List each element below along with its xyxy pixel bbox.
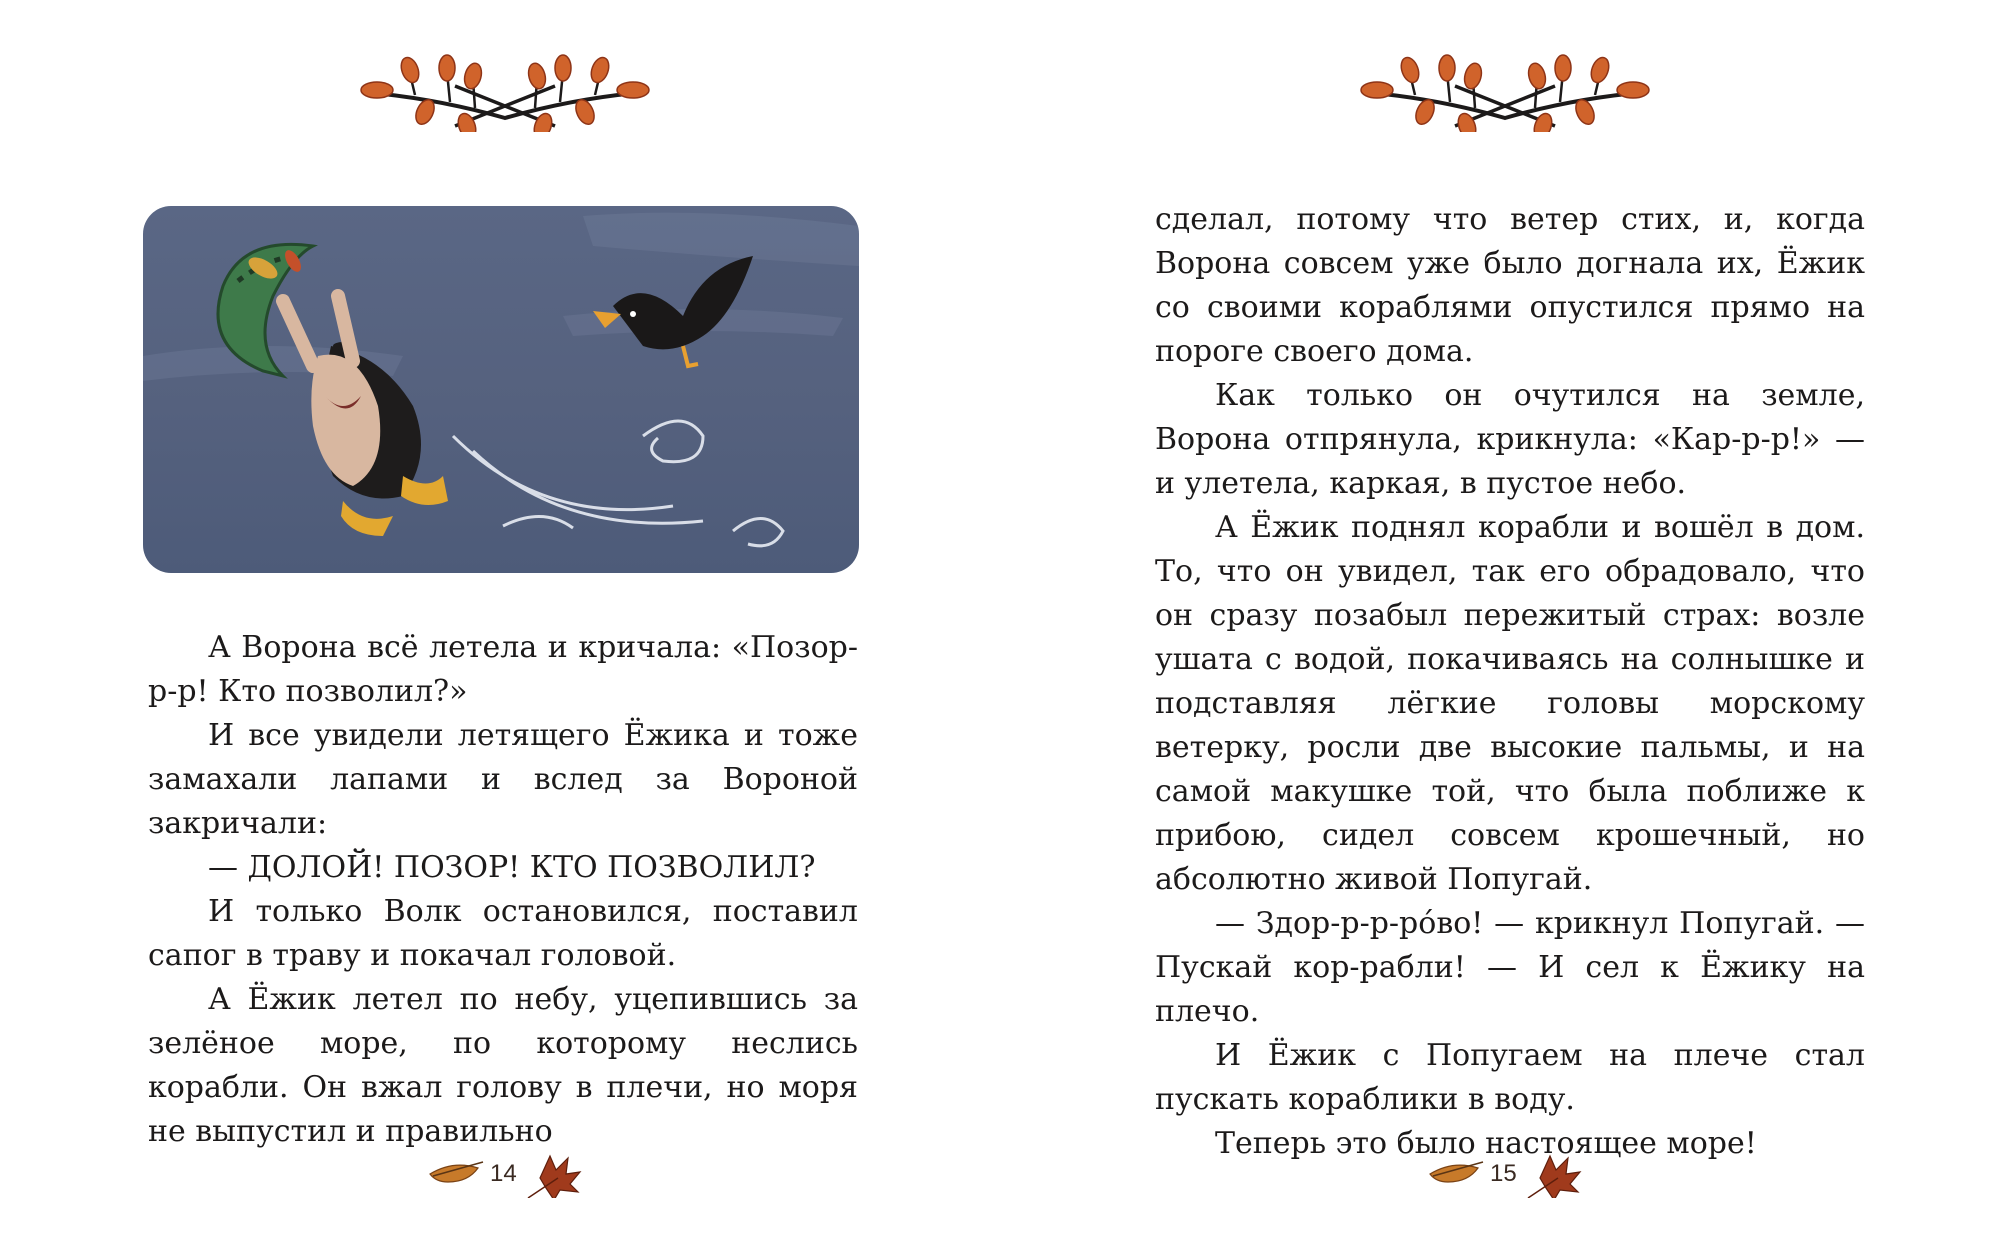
paragraph: Как только он очутился на земле, Ворона отпрянула, крикнула: «Кар-р-р!» — и улетела, каркая, в пустое небо.	[1155, 378, 1865, 501]
paragraph: — ДОЛОЙ! ПОЗОР! КТО ПОЗВОЛИЛ?	[208, 850, 816, 885]
right-page	[1000, 0, 2000, 1235]
paragraph: И все увидели летящего Ёжика и тоже замахали лапами и вслед за Вороной закричали:	[148, 718, 858, 841]
page-number: 14	[490, 1160, 517, 1187]
page-number-footer	[428, 1148, 598, 1198]
page-number: 15	[1490, 1160, 1517, 1187]
illustration-image	[143, 206, 859, 573]
autumn-branch-icon	[355, 52, 655, 132]
page-number-footer	[1428, 1148, 1598, 1198]
left-page-text	[148, 626, 858, 1154]
paragraph: А Ёжик поднял корабли и вошёл в дом. То, что он увидел, так его обрадовало, что он сразу позабыл пережитый страх: возле ушата с водой, покачиваясь на солнышке и подставляя лёгкие головы морскому ветерку, росли две высокие пальмы, и на самой макушке той, что была поближе к прибою, сидел совсем крошечный, но абсолютно живой Попугай.	[1155, 510, 1865, 897]
right-page-text	[1155, 198, 1865, 1166]
autumn-branch-icon	[1355, 52, 1655, 132]
paragraph: А Ворона всё летела и кричала: «Позор-р-р! Кто позволил?»	[148, 630, 858, 709]
paragraph: И только Волк остановился, поставил сапог в траву и покачал головой.	[148, 894, 858, 973]
paragraph: — Здор-р-р-ро́во! — крикнул Попугай. — Пускай кор-рабли! — И сел к Ёжику на плечо.	[1155, 906, 1865, 1029]
paragraph: Теперь это было настоящее море!	[1215, 1126, 1757, 1161]
paragraph: А Ёжик летел по небу, уцепившись за зелёное море, по которому неслись корабли. Он вжал голову в плечи, но моря не выпустил и правильно	[148, 982, 858, 1149]
paragraph: сделал, потому что ветер стих, и, когда Ворона совсем уже было догнала их, Ёжик со своими кораблями опустился прямо на пороге своего дома.	[1155, 202, 1865, 369]
paragraph: И Ёжик с Попугаем на плече стал пускать кораблики в воду.	[1155, 1038, 1865, 1117]
hedgehog-crow-illustration	[143, 206, 859, 573]
